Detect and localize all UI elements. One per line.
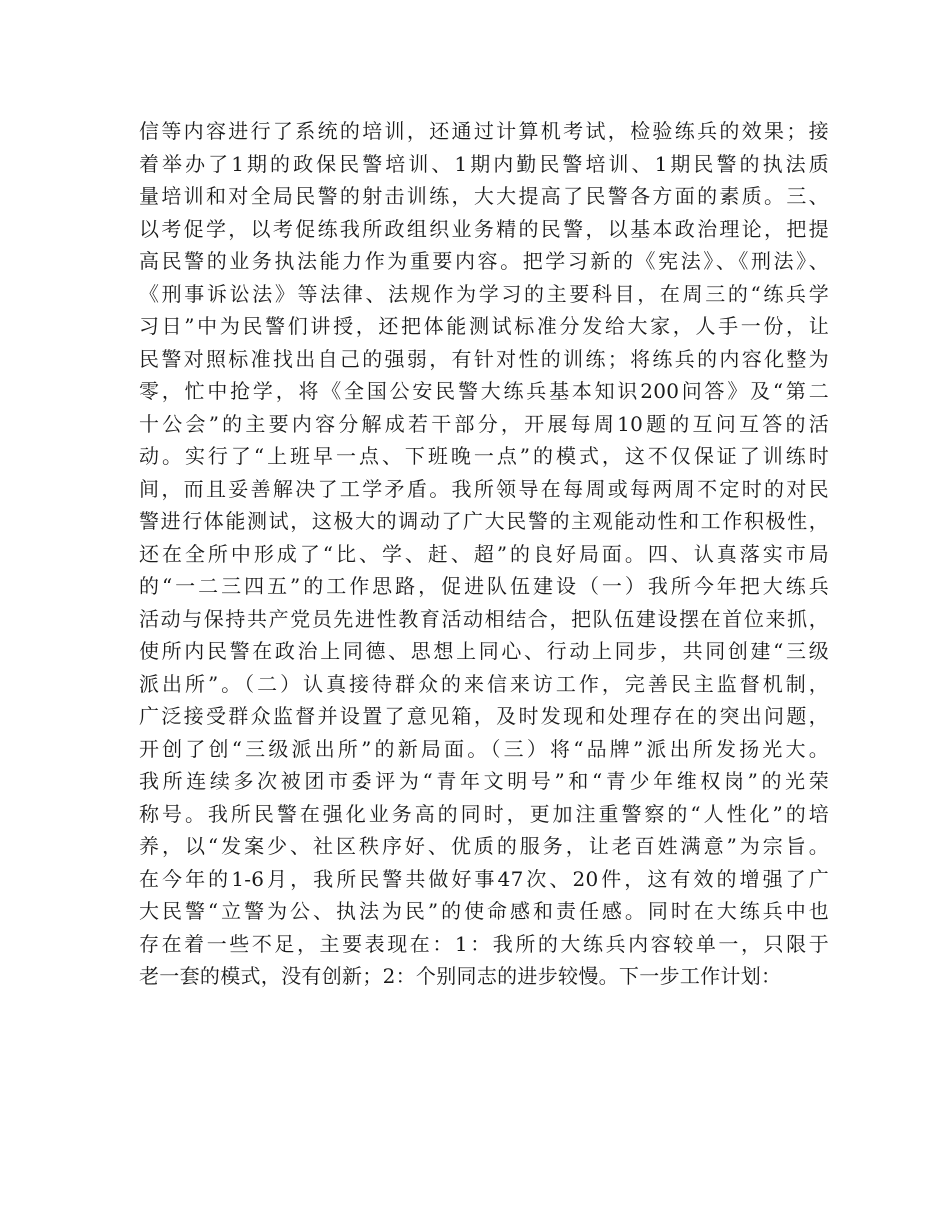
text-line: 养，以“发案少、社区秩序好、优质的服务，让老百姓满意”为宗旨。 xyxy=(139,834,829,858)
text-line: 使所内民警在政治上同德、思想上同心、行动上同步，共同创建“三级 xyxy=(139,639,829,663)
text-line: 量培训和对全局民警的射击训练，大大提高了民警各方面的素质。三、 xyxy=(139,184,829,208)
text-line: 零，忙中抢学，将《全国公安民警大练兵基本知识200问答》及“第二 xyxy=(139,379,829,403)
text-line: 习日”中为民警们讲授，还把体能测试标准分发给大家，人手一份，让 xyxy=(139,314,829,338)
text-line: 的“一二三四五”的工作思路，促进队伍建设（一）我所今年把大练兵 xyxy=(139,574,829,598)
text-line: 称号。我所民警在强化业务高的同时，更加注重警察的“人性化”的培 xyxy=(139,801,829,826)
text-line: 存在着一些不足，主要表现在：1：我所的大练兵内容较单一，只限于 xyxy=(139,931,829,956)
text-line: 大民警“立警为公、执法为民”的使命感和责任感。同时在大练兵中也 xyxy=(139,899,829,923)
text-line: 开创了创“三级派出所”的新局面。（三）将“品牌”派出所发扬光大。 xyxy=(139,736,829,761)
text-line: 动。实行了“上班早一点、下班晚一点”的模式，这不仅保证了训练时 xyxy=(139,444,829,468)
text-line: 还在全所中形成了“比、学、赶、超”的良好局面。四、认真落实市局 xyxy=(139,541,829,566)
text-line: 老一套的模式，没有创新；2：个别同志的进步较慢。下一步工作计划： xyxy=(139,964,782,988)
text-line: 广泛接受群众监督并设置了意见箱，及时发现和处理存在的突出问题， xyxy=(139,704,829,728)
text-line: 《刑事诉讼法》等法律、法规作为学习的主要科目，在周三的“练兵学 xyxy=(139,281,829,306)
text-line: 以考促学，以考促练我所政组织业务精的民警，以基本政治理论，把提 xyxy=(139,216,829,241)
text-line: 十公会”的主要内容分解成若干部分，开展每周10题的互问互答的活 xyxy=(139,411,829,436)
text-line: 信等内容进行了系统的培训，还通过计算机考试，检验练兵的效果；接 xyxy=(139,119,829,143)
text-line: 警进行体能测试，这极大的调动了广大民警的主观能动性和工作积极性， xyxy=(139,509,829,533)
text-line: 高民警的业务执法能力作为重要内容。把学习新的《宪法》、《刑法》、 xyxy=(139,249,829,273)
text-line: 在今年的1-6月，我所民警共做好事47次、20件，这有效的增强了广 xyxy=(139,866,829,891)
text-line: 着举办了1期的政保民警培训、1期内勤民警培训、1期民警的执法质 xyxy=(139,151,829,176)
text-line: 间，而且妥善解决了工学矛盾。我所领导在每周或每两周不定时的对民 xyxy=(139,476,829,501)
body-paragraph xyxy=(139,115,829,993)
text-line: 民警对照标准找出自己的强弱，有针对性的训练；将练兵的内容化整为 xyxy=(139,346,829,371)
text-line: 我所连续多次被团市委评为“青年文明号”和“青少年维权岗”的光荣 xyxy=(139,769,829,793)
text-line: 活动与保持共产党员先进性教育活动相结合，把队伍建设摆在首位来抓， xyxy=(139,606,829,631)
text-line: 派出所”。（二）认真接待群众的来信来访工作，完善民主监督机制， xyxy=(139,671,829,696)
